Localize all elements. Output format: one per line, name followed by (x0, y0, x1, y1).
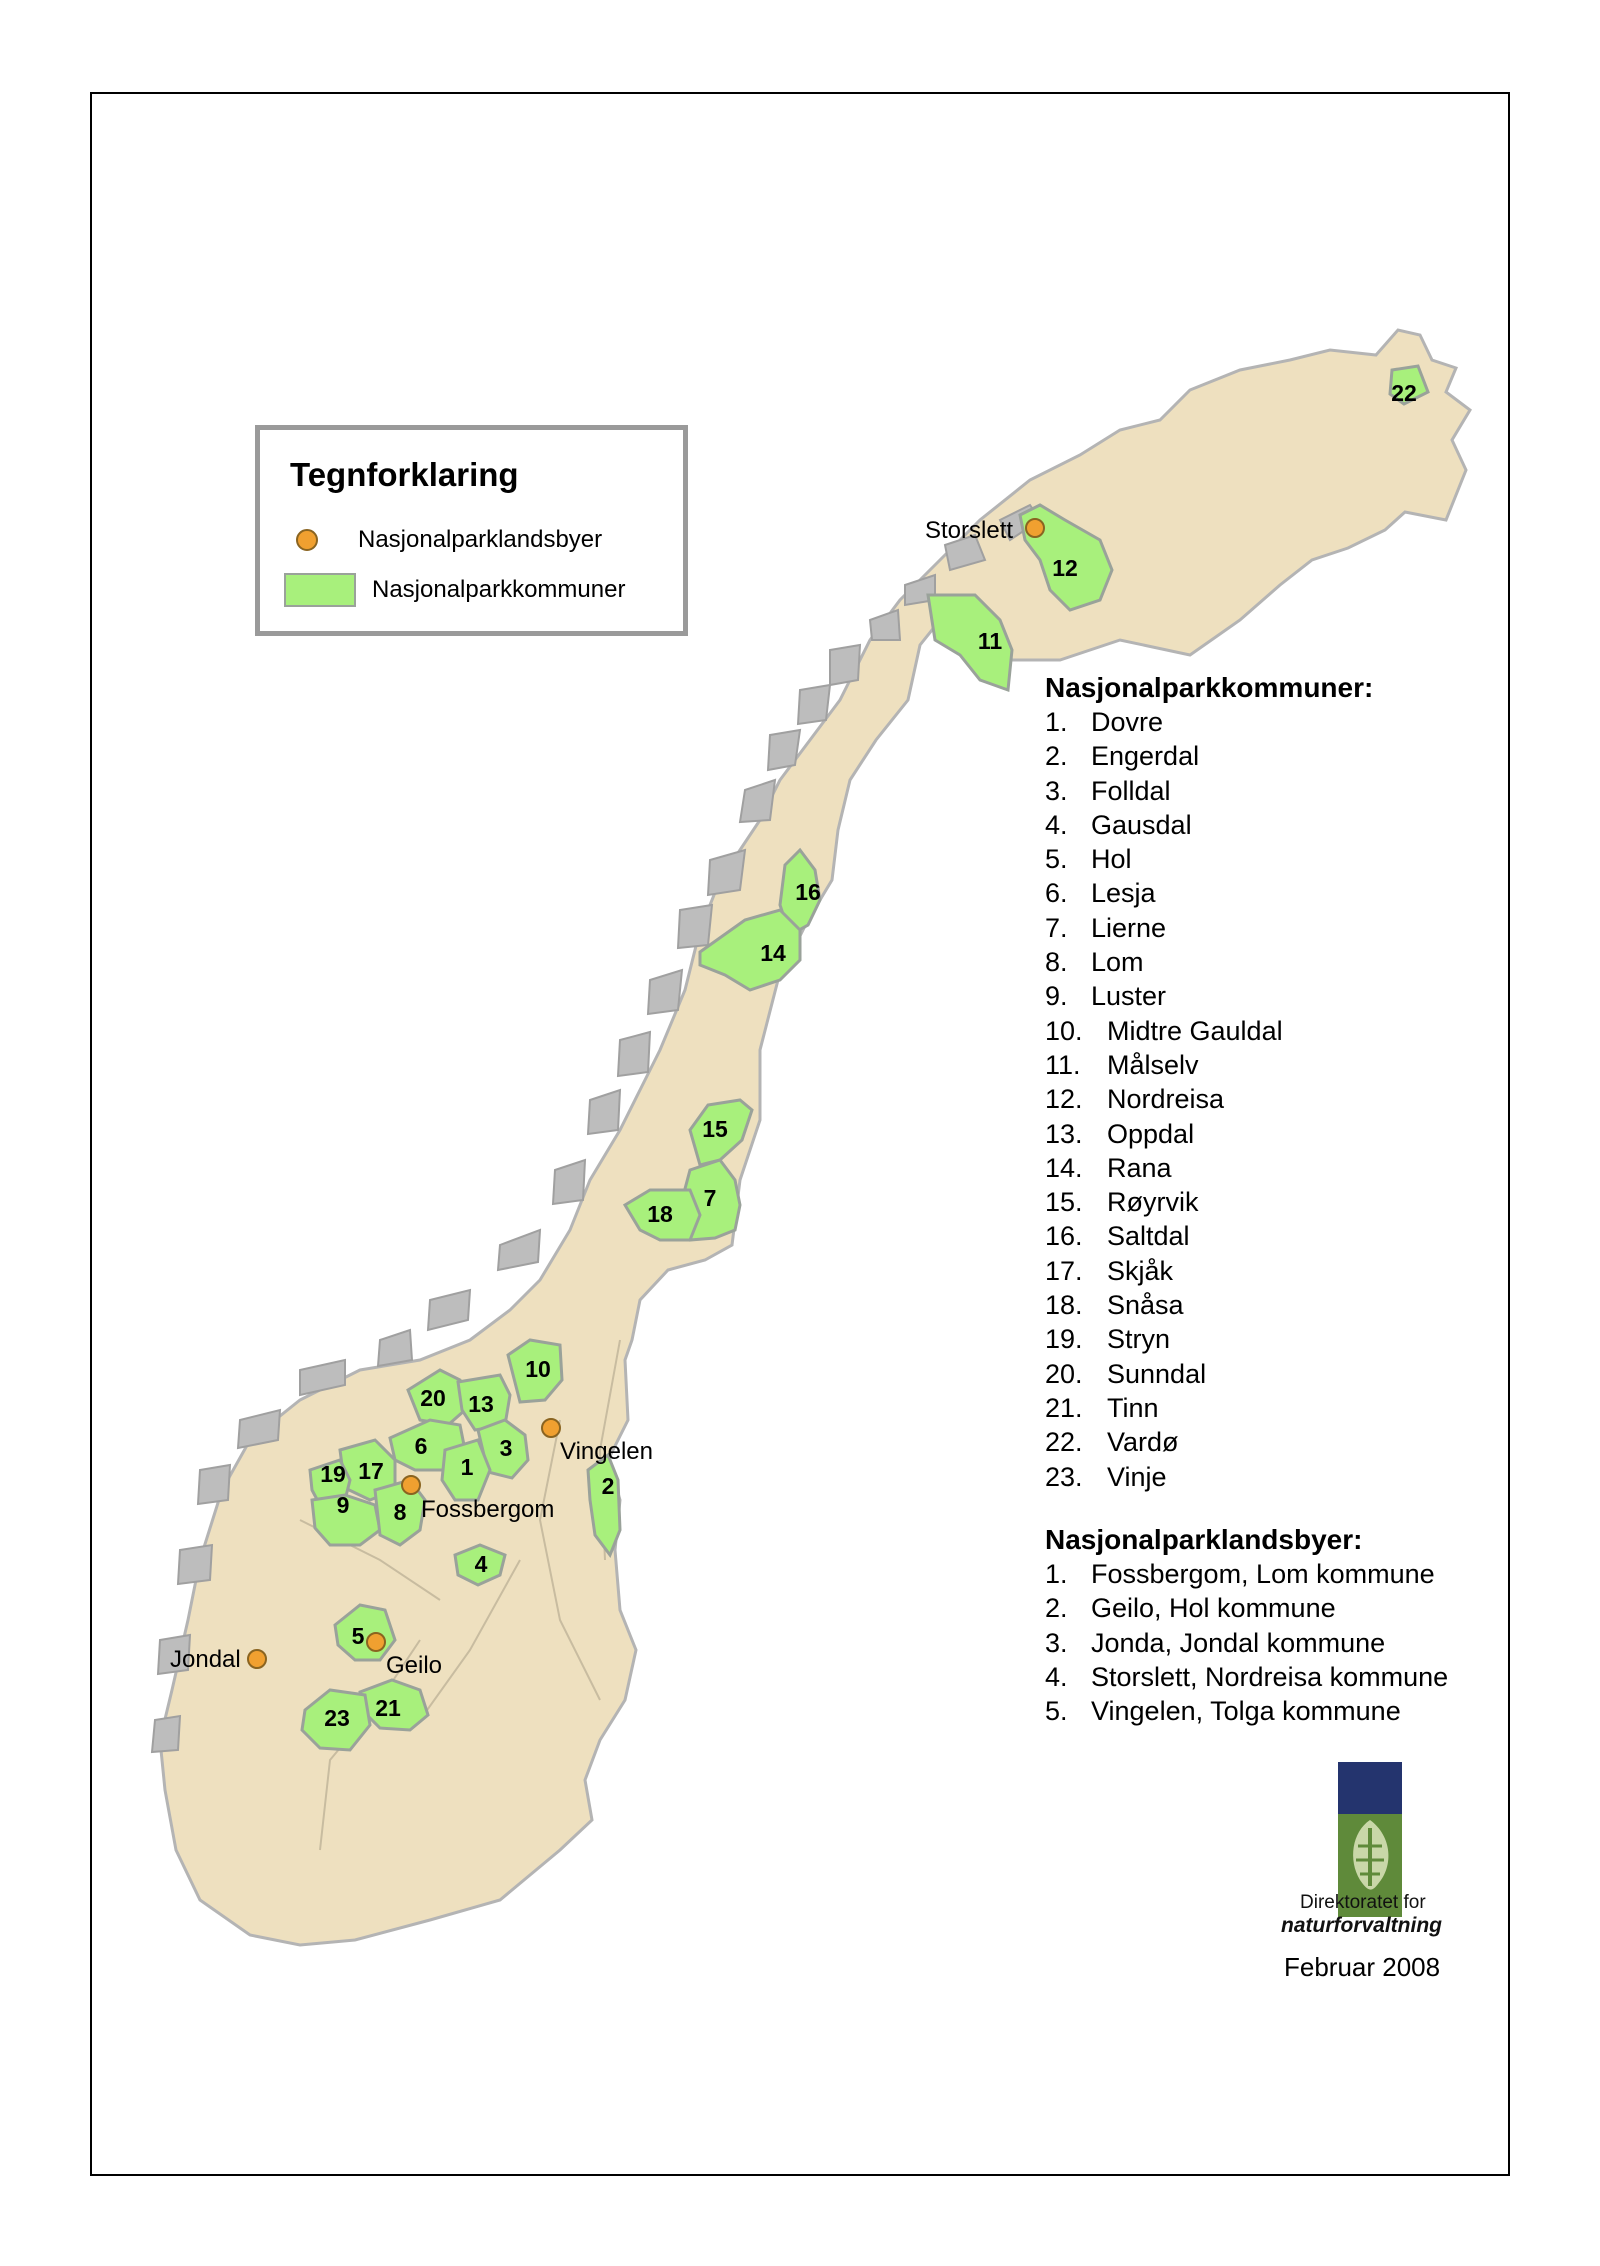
village-list-heading: Nasjonalparklandsbyer: (1045, 1524, 1363, 1555)
map-number-3: 3 (499, 1435, 513, 1461)
map-number-6: 6 (414, 1433, 428, 1459)
list-number: 1. (1045, 1559, 1068, 1589)
list-number: 12. (1045, 1084, 1083, 1115)
municipality-list-item (1045, 979, 1373, 1013)
municipality-list-item (1045, 1082, 1373, 1116)
village-list-item (1045, 1626, 1448, 1660)
map-number-23: 23 (324, 1705, 350, 1731)
map-number-8: 8 (393, 1499, 407, 1525)
municipality-list-item (1045, 1357, 1373, 1391)
village-items (1045, 1557, 1448, 1728)
list-text: Skjåk (1107, 1255, 1174, 1286)
list-text: Saltdal (1107, 1221, 1190, 1252)
village-list-item (1045, 1660, 1448, 1694)
municipality-list-item (1045, 1151, 1373, 1185)
list-number: 3. (1045, 1627, 1068, 1658)
village-dot-icon (296, 529, 318, 551)
list-number: 4. (1045, 1661, 1068, 1692)
list-text: Målselv (1107, 1049, 1199, 1080)
map-number-5: 5 (351, 1623, 365, 1649)
list-number: 23. (1045, 1461, 1083, 1492)
map-number-13: 13 (468, 1391, 494, 1417)
municipality-list-item (1045, 739, 1373, 773)
map-number-7: 7 (703, 1185, 717, 1211)
list-text: Lesja (1091, 878, 1156, 909)
municipality-list-item (1045, 1048, 1373, 1082)
list-number: 19. (1045, 1324, 1083, 1355)
map-number-21: 21 (375, 1695, 401, 1721)
map-number-2: 2 (601, 1473, 615, 1499)
list-text: Hol (1091, 844, 1132, 875)
list-number: 9. (1045, 981, 1068, 1012)
list-number: 21. (1045, 1392, 1083, 1423)
village-dot-jondal (248, 1650, 266, 1668)
list-text: Oppdal (1107, 1118, 1195, 1149)
list-text: Storslett, Nordreisa kommune (1091, 1661, 1449, 1692)
list-number: 17. (1045, 1255, 1083, 1286)
legend-row-municipalities (284, 573, 625, 607)
legend-row-villages (284, 526, 602, 554)
village-list-item (1045, 1591, 1448, 1625)
place-vingelen: Vingelen (560, 1438, 653, 1465)
map-number-14: 14 (760, 940, 786, 966)
municipality-list-item (1045, 842, 1373, 876)
list-text: Geilo, Hol kommune (1091, 1593, 1336, 1624)
municipality-list-item (1045, 911, 1373, 945)
list-text: Stryn (1107, 1324, 1171, 1355)
place-fossbergom: Fossbergom (421, 1496, 555, 1523)
municipality-list-item (1045, 876, 1373, 910)
municipality-list-item (1045, 1014, 1373, 1048)
list-number: 15. (1045, 1187, 1083, 1218)
map-number-11: 11 (977, 628, 1003, 654)
municipality-items (1045, 705, 1373, 1494)
logo-text-line1: Direktoratet for (1300, 1892, 1426, 1913)
municipality-list-item (1045, 705, 1373, 739)
map-number-4: 4 (474, 1551, 488, 1577)
list-number: 8. (1045, 947, 1068, 978)
municipality-list-item (1045, 1117, 1373, 1151)
municipality-list-item (1045, 1288, 1373, 1322)
village-list-item (1045, 1557, 1448, 1591)
map-number-16: 16 (795, 879, 821, 905)
list-number: 2. (1045, 1593, 1068, 1624)
list-text: Vingelen, Tolga kommune (1091, 1696, 1401, 1727)
list-number: 3. (1045, 775, 1068, 806)
list-text: Snåsa (1107, 1290, 1184, 1321)
village-dot-vingelen (542, 1419, 560, 1437)
list-text: Dovre (1091, 707, 1164, 737)
list-number: 20. (1045, 1358, 1083, 1389)
list-text: Røyrvik (1107, 1187, 1199, 1218)
municipality-list-item (1045, 1460, 1373, 1494)
municipality-list-heading: Nasjonalparkkommuner: (1045, 672, 1374, 703)
municipality-list-item (1045, 1322, 1373, 1356)
municipality-list-item (1045, 1391, 1373, 1425)
list-number: 6. (1045, 878, 1068, 909)
village-dot-geilo (367, 1633, 385, 1651)
municipality-list-item (1045, 774, 1373, 808)
map-number-22: 22 (1391, 380, 1417, 406)
village-list (1045, 1523, 1448, 1728)
map-number-20: 20 (420, 1385, 446, 1411)
municipality-list-item (1045, 808, 1373, 842)
municipality-swatch-icon (284, 573, 356, 607)
map-number-17: 17 (358, 1458, 384, 1484)
list-number: 13. (1045, 1118, 1083, 1149)
municipality-list-item (1045, 1254, 1373, 1288)
map-legend (255, 425, 688, 636)
list-text: Lom (1091, 947, 1144, 978)
list-text: Folldal (1091, 775, 1171, 806)
logo-text-line2: naturforvaltning (1281, 1914, 1442, 1937)
list-text: Gausdal (1091, 809, 1192, 840)
list-number: 4. (1045, 809, 1068, 840)
legend-title: Tegnforklaring (290, 456, 519, 493)
municipality-list-item (1045, 1219, 1373, 1253)
list-text: Vardø (1107, 1427, 1179, 1458)
list-number: 22. (1045, 1427, 1083, 1458)
village-dot-storslett (1026, 519, 1044, 537)
list-text: Rana (1107, 1152, 1172, 1183)
list-text: Lierne (1091, 912, 1167, 943)
list-number: 14. (1045, 1152, 1083, 1183)
map-number-9: 9 (336, 1492, 350, 1518)
list-text: Midtre Gauldal (1107, 1015, 1283, 1046)
list-number: 2. (1045, 741, 1068, 772)
list-number: 10. (1045, 1015, 1083, 1046)
list-text: Sunndal (1107, 1358, 1207, 1389)
municipality-list (1045, 671, 1373, 1494)
list-number: 5. (1045, 1696, 1068, 1727)
municipality-list-item (1045, 1425, 1373, 1459)
map-number-18: 18 (647, 1201, 673, 1227)
map-number-10: 10 (525, 1356, 551, 1382)
place-geilo: Geilo (386, 1652, 443, 1679)
list-text: Engerdal (1091, 741, 1200, 772)
list-number: 11. (1045, 1049, 1081, 1080)
municipality-list-item (1045, 945, 1373, 979)
list-text: Vinje (1107, 1461, 1167, 1492)
list-text: Jonda, Jondal kommune (1091, 1627, 1386, 1658)
place-jondal: Jondal (170, 1646, 241, 1673)
map-number-15: 15 (702, 1116, 728, 1142)
list-number: 16. (1045, 1221, 1083, 1252)
legend-villages-label: Nasjonalparklandsbyer (358, 526, 603, 553)
map-number-19: 19 (320, 1461, 346, 1487)
list-number: 18. (1045, 1290, 1083, 1321)
list-number: 1. (1045, 707, 1068, 737)
list-text: Luster (1091, 981, 1167, 1012)
place-storslett: Storslett (925, 517, 1014, 544)
village-dot-fossbergom (402, 1476, 420, 1494)
list-text: Fossbergom, Lom kommune (1091, 1559, 1435, 1589)
village-list-item (1045, 1694, 1448, 1728)
legend-municipalities-label: Nasjonalparkkommuner (372, 576, 626, 603)
list-number: 5. (1045, 844, 1068, 875)
map-number-1: 1 (460, 1454, 474, 1480)
municipality-list-item (1045, 1185, 1373, 1219)
list-text: Tinn (1107, 1392, 1159, 1423)
map-date: Februar 2008 (1284, 1952, 1441, 1982)
map-number-12: 12 (1052, 555, 1078, 581)
list-text: Nordreisa (1107, 1084, 1225, 1115)
list-number: 7. (1045, 912, 1068, 943)
